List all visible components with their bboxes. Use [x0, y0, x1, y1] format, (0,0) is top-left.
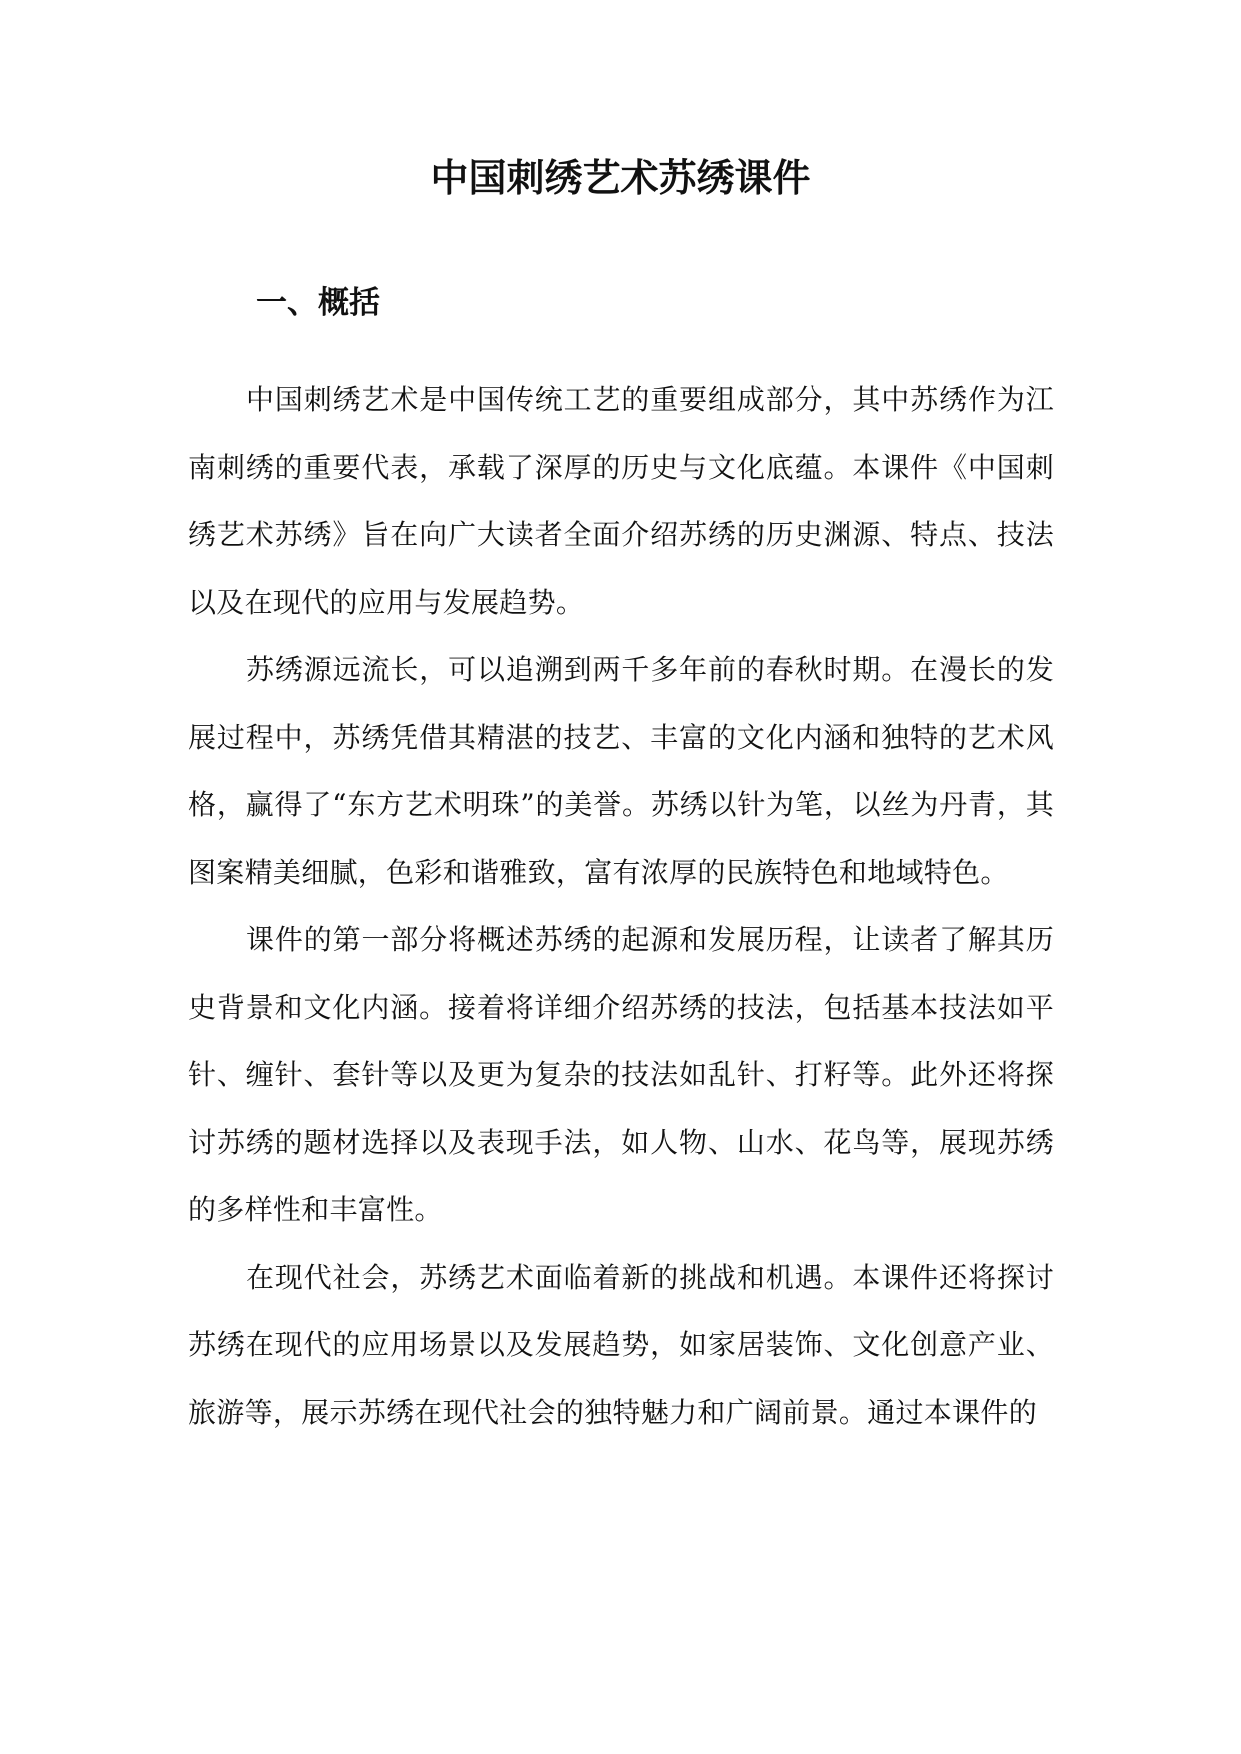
paragraph-4: 在现代社会，苏绣艺术面临着新的挑战和机遇。本课件还将探讨苏绣在现代的应用场景以及发展趋势，如家居装饰、文化创意产业、旅游等，展示苏绣在现代社会的独特魅力和广阔前景。通过本课件的 — [188, 1260, 1054, 1429]
paragraph-2: 苏绣源远流长，可以追溯到两千多年前的春秋时期。在漫长的发展过程中，苏绣凭借其精湛的技艺、丰富的文化内涵和独特的艺术风格，赢得了“东方艺术明珠”的美誉。苏绣以针为笔，以丝为丹青，其图案精美细腻，色彩和谐雅致，富有浓厚的民族特色和地域特色。 — [188, 653, 1054, 889]
section-heading: 一、概括 — [256, 285, 380, 321]
paragraph-3: 课件的第一部分将概述苏绣的起源和发展历程，让读者了解其历史背景和文化内涵。接着将详细介绍苏绣的技法，包括基本技法如平针、缠针、套针等以及更为复杂的技法如乱针、打籽等。此外还将探讨苏绣的题材选择以及表现手法，如人物、山水、花鸟等，展现苏绣的多样性和丰富性。 — [188, 923, 1054, 1226]
paragraph-1: 中国刺绣艺术是中国传统工艺的重要组成部分，其中苏绣作为江南刺绣的重要代表，承载了深厚的历史与文化底蕴。本课件《中国刺绣艺术苏绣》旨在向广大读者全面介绍苏绣的历史渊源、特点、技法以及在现代的应用与发展趋势。 — [188, 383, 1054, 619]
document-title: 中国刺绣艺术苏绣课件 — [430, 156, 811, 200]
body-text — [188, 366, 1054, 1446]
